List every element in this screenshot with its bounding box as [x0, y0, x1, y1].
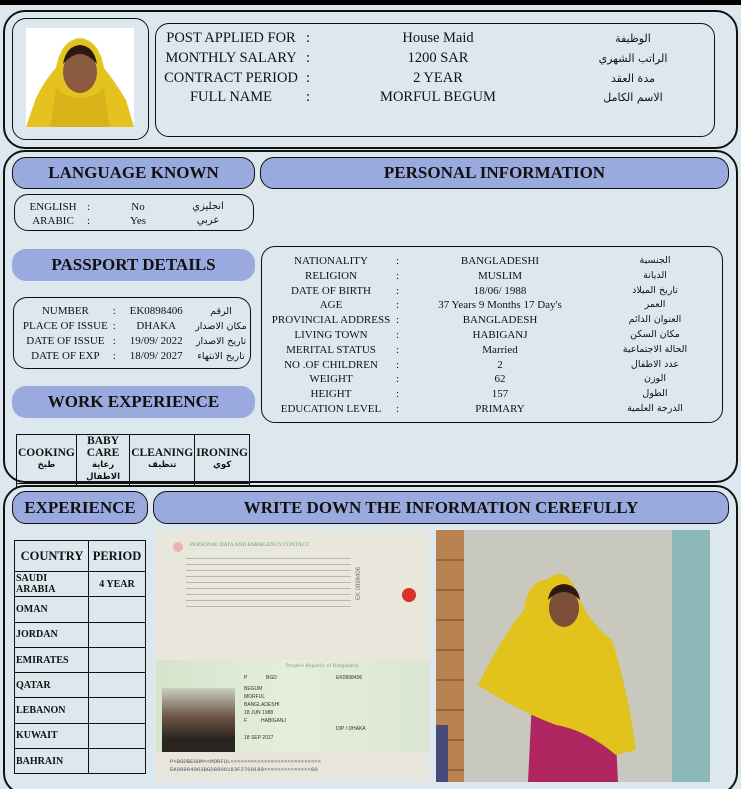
passport-side-number: EK 0898406 — [356, 566, 362, 600]
personal-label: NO .OF CHILDREN — [284, 358, 378, 371]
country-name: SAUDI ARABIA — [15, 572, 89, 597]
colon: : — [396, 328, 400, 341]
passport-expiry-row — [18, 349, 250, 364]
language-label: ENGLISH — [29, 201, 77, 213]
work-experience-heading: WORK EXPERIENCE — [12, 386, 255, 418]
top-bar — [0, 0, 741, 5]
marital-status-value: Married — [482, 343, 518, 356]
full-name-label: FULL NAME — [189, 89, 273, 105]
personal-label: DATE OF BIRTH — [290, 284, 371, 297]
skills-header-row — [17, 435, 250, 484]
colon: : — [112, 320, 116, 332]
passport-dob: 18 JUN 1988 — [244, 710, 274, 716]
colon: : — [396, 388, 400, 401]
colon: : — [396, 343, 400, 356]
country-period — [89, 622, 146, 647]
passport-given-name: MORFUL — [244, 694, 266, 700]
personal-arabic: الطول — [642, 388, 668, 400]
passport-sex: F — [244, 718, 248, 724]
personal-label: NATIONALITY — [294, 255, 368, 267]
passport-details-heading: PASSPORT DETAILS — [12, 249, 255, 281]
colon: : — [112, 350, 116, 362]
passport-mrz-1: P<BGDBEGUM<<MORFUL<<<<<<<<<<<<<<<<<<<<<<<<<<< — [170, 758, 322, 765]
country-column-header: COUNTRY — [15, 541, 89, 572]
passport-issue-row — [18, 334, 250, 349]
passport-number-row — [18, 304, 250, 319]
country-period — [89, 698, 146, 723]
country-period — [89, 647, 146, 672]
passport-mrz-2: EK08984063BGD8806183F2709189<<<<<<<<<<<<<<00 — [170, 766, 318, 773]
passport-expiry: 18 SEP 2027 — [244, 735, 274, 741]
personal-arabic: الجنسية — [639, 255, 671, 266]
personal-row — [266, 269, 722, 284]
person-portrait-icon — [26, 28, 134, 127]
country-row — [15, 622, 146, 647]
post-applied-value: House Maid — [402, 30, 474, 46]
personal-row — [266, 328, 722, 343]
passport-number-value: EK0898406 — [129, 305, 183, 317]
weight-value: 62 — [494, 373, 506, 386]
personal-row — [266, 313, 722, 328]
colon: : — [396, 269, 400, 282]
passport-arabic: تاريخ الاصدار — [195, 336, 247, 347]
passport-place-row — [18, 319, 250, 334]
colon: : — [396, 358, 400, 371]
personal-row — [266, 358, 722, 373]
country-period: 4 YEAR — [89, 572, 146, 597]
skill-name: BABY CARE — [86, 435, 120, 459]
passport-label: PLACE OF ISSUE — [22, 320, 108, 332]
country-name: QATAR — [15, 673, 89, 698]
experience-heading: EXPERIENCE — [12, 491, 148, 524]
skill-arabic: رعاية الاطفال — [86, 460, 121, 482]
language-known-heading: LANGUAGE KNOWN — [12, 157, 255, 189]
personal-row — [266, 343, 722, 358]
passport-scan-text-lines — [186, 554, 351, 612]
language-arabic-row — [19, 214, 253, 228]
full-name-row — [156, 88, 716, 108]
passport-scan-number: EK0898406 — [336, 675, 363, 681]
language-english-row — [19, 200, 253, 214]
full-name-arabic: الاسم الكامل — [603, 91, 663, 104]
passport-emblem-icon — [173, 542, 183, 552]
personal-row — [266, 298, 722, 313]
language-value: Yes — [129, 215, 146, 227]
personal-arabic: عدد الاطفال — [630, 358, 680, 370]
colon: : — [112, 335, 116, 347]
country-period — [89, 749, 146, 774]
personal-info-box — [261, 246, 723, 423]
passport-issue-value: 19/09/ 2022 — [129, 335, 183, 347]
personal-row — [266, 402, 722, 417]
colon: : — [112, 305, 116, 317]
bangladesh-seal-icon — [402, 588, 416, 602]
personal-arabic: العمر — [644, 299, 666, 311]
passport-issue-authority: DIP / DHAKA — [336, 726, 366, 732]
height-value: 157 — [491, 388, 509, 401]
passport-code: BGD — [266, 675, 277, 681]
colon: : — [396, 373, 400, 386]
skill-cooking-header — [17, 435, 77, 484]
personal-information-heading: PERSONAL INFORMATION — [260, 157, 729, 189]
post-info-box — [155, 23, 715, 137]
living-town-value: HABIGANJ — [472, 328, 528, 341]
standing-person-photo-icon — [436, 530, 710, 782]
country-table-header — [15, 541, 146, 572]
country-row — [15, 749, 146, 774]
skill-name: COOKING — [18, 447, 75, 459]
colon: : — [87, 215, 91, 227]
skill-ironing-header — [195, 435, 250, 484]
passport-place-value: DHAKA — [136, 320, 177, 332]
passport-expiry-value: 18/09/ 2027 — [129, 350, 183, 362]
country-period — [89, 597, 146, 622]
country-period — [89, 723, 146, 748]
personal-arabic: الوزن — [643, 373, 666, 385]
personal-label: PROVINCIAL ADDRESS — [271, 314, 391, 327]
personal-arabic: الدرجة العلمية — [627, 402, 683, 414]
passport-type: P — [244, 675, 248, 681]
language-label: ARABIC — [32, 215, 74, 227]
date-of-birth-value: 18/06/ 1988 — [473, 284, 527, 297]
profile-photo — [26, 28, 134, 127]
personal-label: WEIGHT — [309, 373, 353, 386]
country-row — [15, 698, 146, 723]
personal-arabic: الحالة الاجتماعية — [622, 343, 688, 355]
language-box — [14, 194, 254, 231]
personal-arabic: تاريخ الميلاد — [632, 284, 678, 296]
country-name: KUWAIT — [15, 723, 89, 748]
personal-arabic: الديانة — [643, 269, 667, 281]
period-column-header: PERIOD — [89, 541, 146, 572]
skill-arabic: طبخ — [37, 460, 56, 470]
post-applied-label: POST APPLIED FOR — [166, 30, 296, 46]
colon: : — [87, 201, 91, 213]
passport-country-label: People's Republic of Bangladesh — [286, 663, 359, 669]
passport-nationality: BANGLADESHI — [244, 702, 280, 708]
education-level-value: PRIMARY — [475, 402, 525, 415]
colon: : — [306, 89, 311, 105]
personal-label: HEIGHT — [310, 388, 352, 401]
skill-arabic: كوي — [213, 460, 232, 470]
skill-cleaning-header — [130, 435, 195, 484]
language-arabic: انجليزي — [192, 201, 224, 212]
notice-heading: WRITE DOWN THE INFORMATION CEREFULLY — [153, 491, 729, 524]
colon: : — [306, 50, 311, 66]
colon: : — [396, 284, 400, 297]
country-row — [15, 572, 146, 597]
monthly-salary-row — [156, 49, 716, 69]
personal-label: RELIGION — [305, 269, 357, 282]
skill-name: CLEANING — [131, 447, 194, 459]
personal-arabic: العنوان الدائم — [628, 314, 682, 326]
contract-period-value: 2 YEAR — [413, 70, 463, 86]
passport-label: NUMBER — [41, 305, 89, 317]
country-row — [15, 723, 146, 748]
personal-row — [266, 372, 722, 387]
country-row — [15, 597, 146, 622]
language-arabic: عربي — [196, 215, 220, 226]
personal-arabic: مكان السكن — [630, 328, 680, 340]
skill-babycare-header — [76, 435, 129, 484]
country-name: LEBANON — [15, 698, 89, 723]
contract-period-arabic: مدة العقد — [611, 72, 655, 85]
passport-label: DATE OF ISSUE — [26, 335, 105, 347]
full-length-photo — [436, 530, 710, 782]
country-name: JORDAN — [15, 622, 89, 647]
passport-surname: BEGUM — [244, 686, 263, 692]
country-name: BAHRAIN — [15, 749, 89, 774]
passport-scan-heading: PERSONAL DATA AND EMERGENCY CONTACT — [190, 542, 309, 548]
colon: : — [396, 255, 400, 267]
personal-row — [266, 387, 722, 402]
country-name: EMIRATES — [15, 647, 89, 672]
personal-label: LIVING TOWN — [294, 328, 368, 341]
country-period — [89, 673, 146, 698]
monthly-salary-value: 1200 SAR — [407, 50, 469, 66]
contract-period-label: CONTRACT PERIOD — [164, 70, 298, 86]
personal-row — [266, 254, 722, 269]
monthly-salary-arabic: الراتب الشهري — [598, 52, 668, 65]
nationality-value: BANGLADESHI — [460, 255, 540, 267]
personal-label: MERITAL STATUS — [286, 343, 376, 356]
language-value: No — [131, 201, 145, 213]
skill-arabic: تنظيف — [147, 460, 177, 470]
country-row — [15, 673, 146, 698]
personal-label: EDUCATION LEVEL — [280, 402, 382, 415]
contract-period-row — [156, 69, 716, 89]
full-name-value: MORFUL BEGUM — [380, 89, 496, 105]
passport-box — [13, 297, 251, 369]
passport-arabic: تاريخ الانتهاء — [197, 351, 245, 362]
country-experience-table — [14, 540, 146, 774]
passport-label: DATE OF EXP — [31, 350, 100, 362]
colon: : — [306, 70, 311, 86]
country-name: OMAN — [15, 597, 89, 622]
passport-holder-photo — [162, 688, 235, 752]
personal-label: AGE — [319, 299, 343, 312]
colon: : — [396, 314, 400, 327]
monthly-salary-label: MONTHLY SALARY — [165, 50, 297, 66]
personal-row — [266, 284, 722, 299]
colon: : — [396, 402, 400, 415]
post-applied-row — [156, 29, 716, 49]
colon: : — [396, 299, 400, 312]
children-value: 2 — [497, 358, 503, 371]
passport-scan-image — [156, 530, 430, 782]
post-applied-arabic: الوظيفة — [615, 32, 651, 45]
country-row — [15, 647, 146, 672]
religion-value: MUSLIM — [477, 269, 522, 282]
skill-name: IRONING — [196, 447, 248, 459]
age-value: 37 Years 9 Months 17 Day's — [438, 299, 562, 312]
passport-arabic: مكان الاصدار — [195, 321, 247, 332]
colon: : — [306, 30, 311, 46]
passport-place-of-birth: HABIGANJ — [261, 718, 287, 724]
provincial-address-value: BANGLADESH — [462, 314, 538, 327]
passport-arabic: الرقم — [210, 306, 232, 317]
